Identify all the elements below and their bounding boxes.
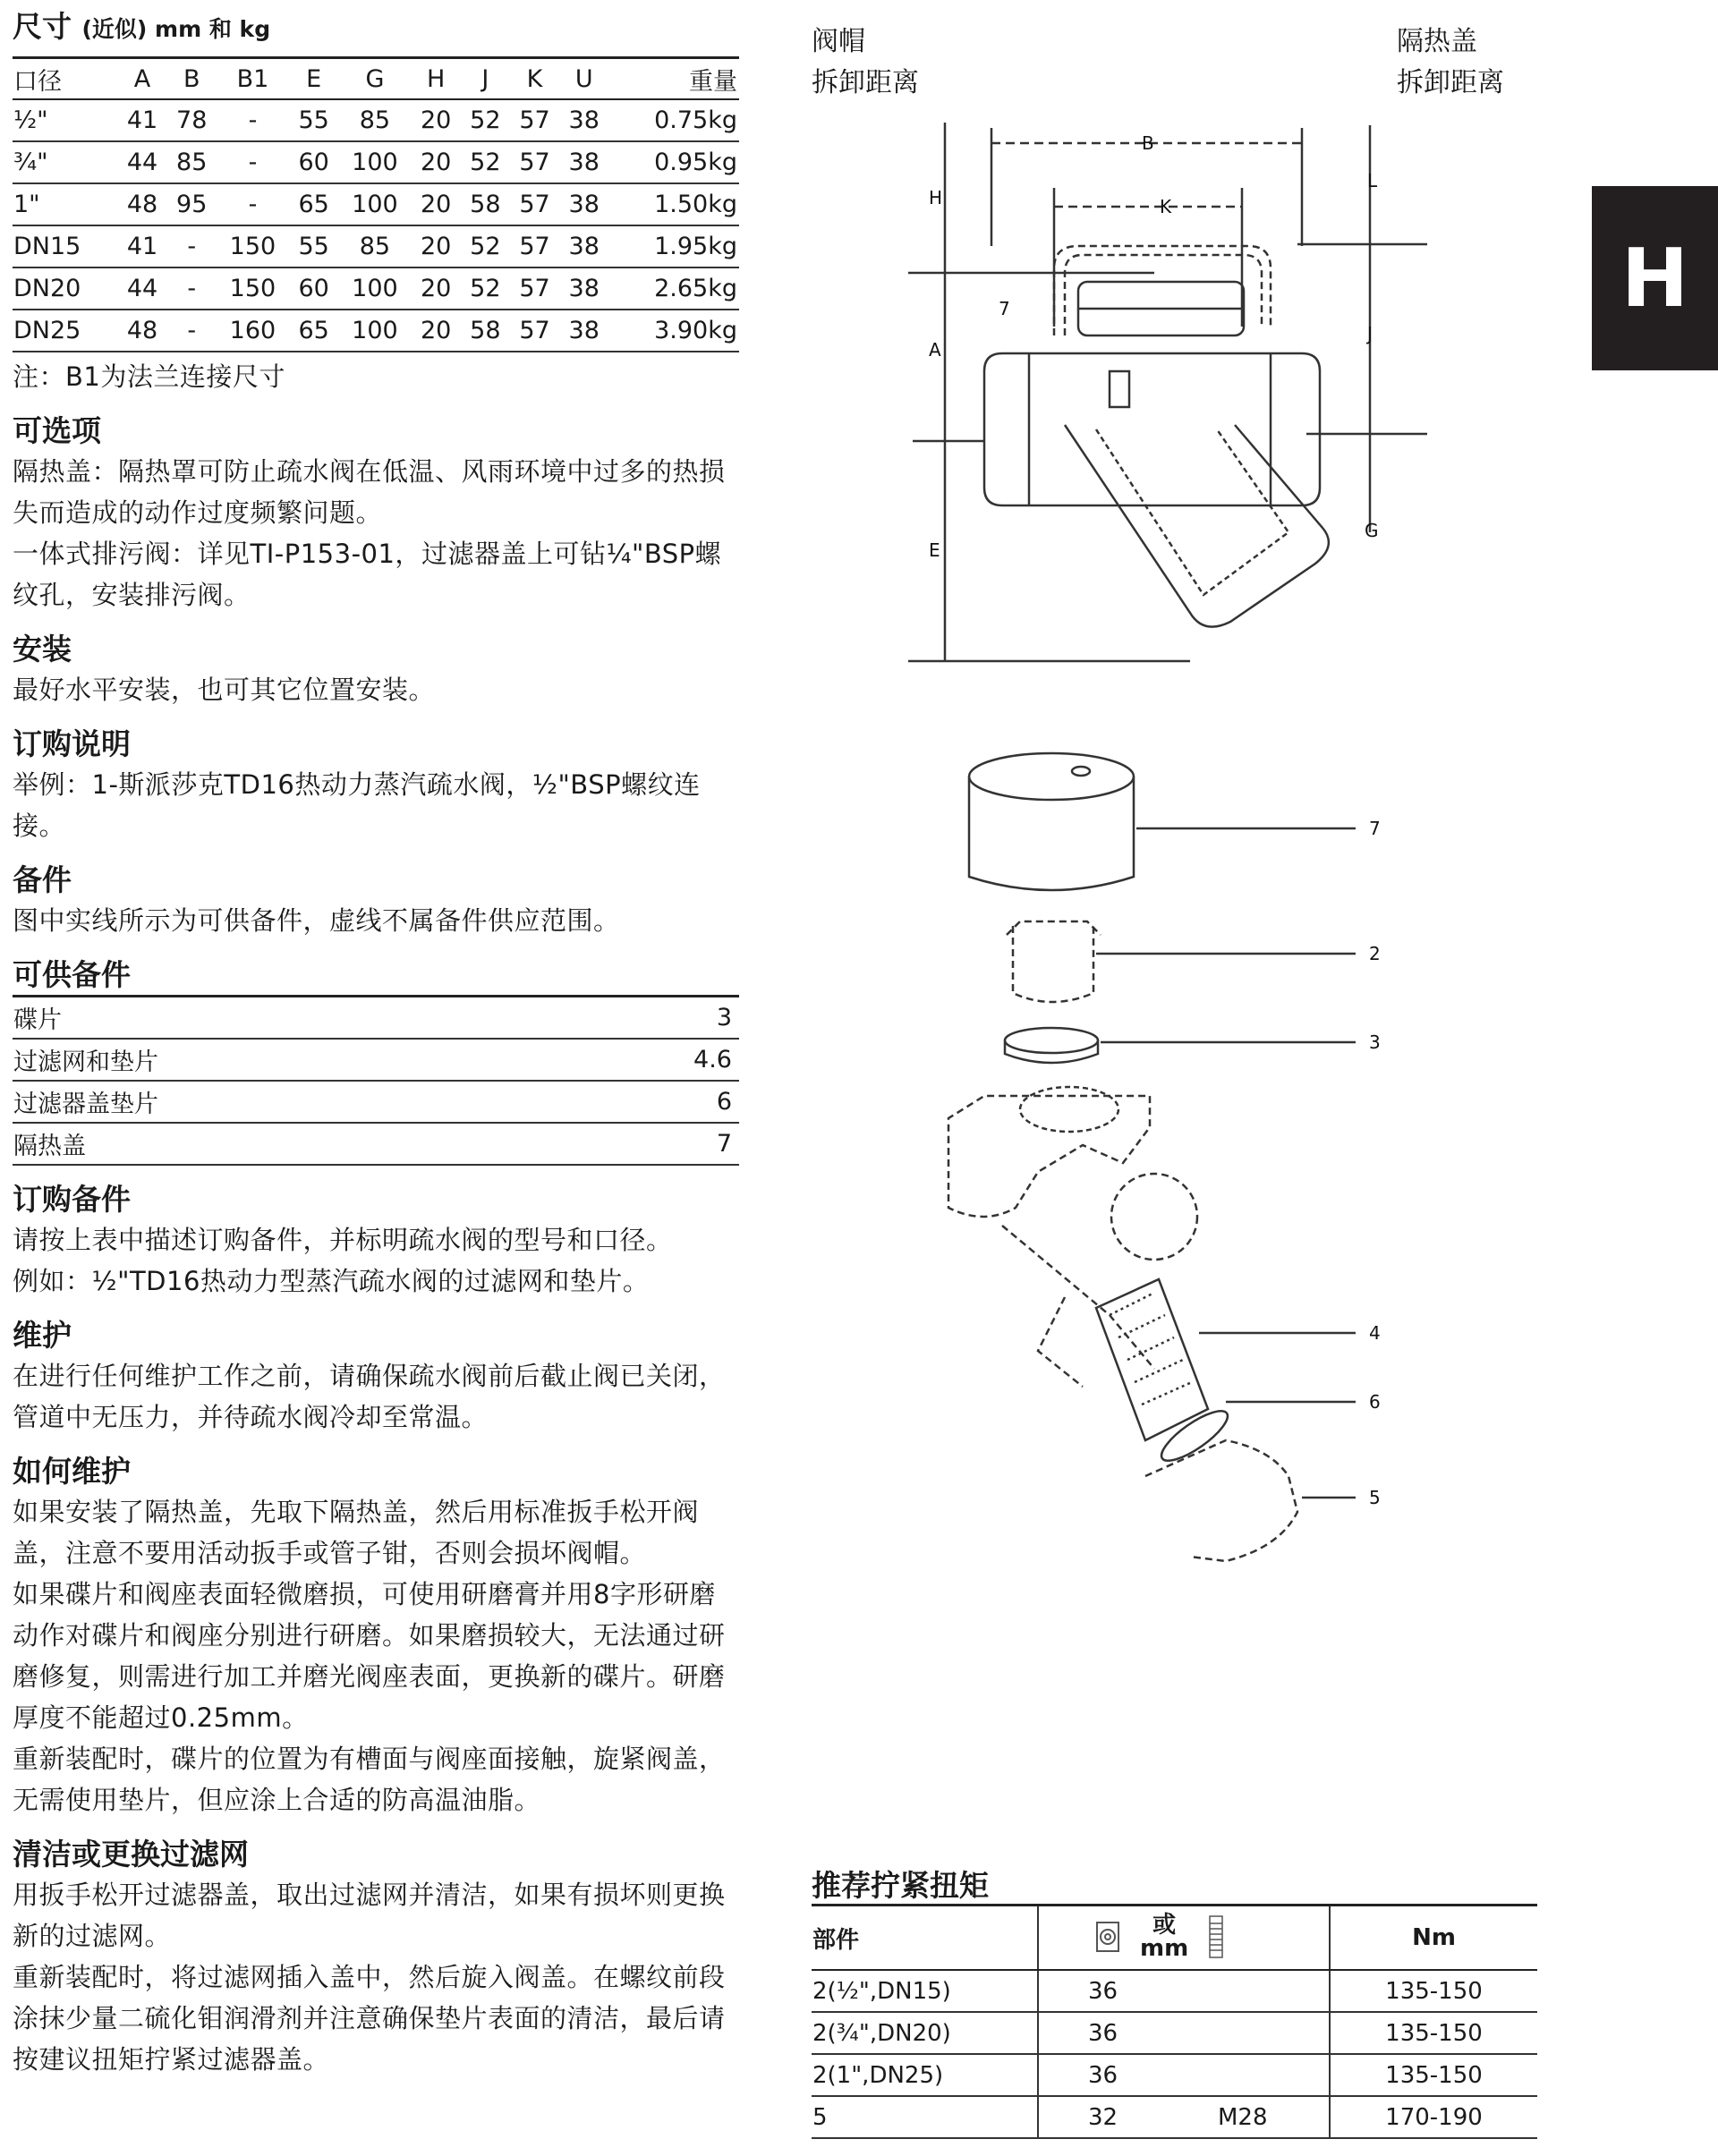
dimensions-cell: 48 [117,310,166,352]
body-port [1110,371,1129,407]
maintenance-title: 维护 [13,1318,72,1353]
cover-removal-label [1397,21,1504,104]
dimensions-cell: 57 [510,183,559,225]
spares-row [13,1123,739,1165]
ordering-title: 订购说明 [13,726,131,761]
cover-top [969,753,1134,800]
dimensions-cell: 60 [289,141,338,183]
options-title: 可选项 [13,413,101,448]
clean-p1: 用扳手松开过滤器盖，取出过滤网并清洁，如果有损坏则更换新的过滤网。 [13,1880,726,1951]
section-tab-h: H [1592,186,1718,370]
torque-body [812,1970,1537,2138]
dimensions-cell: 78 [167,99,217,141]
dimensions-cell: 1.95kg [608,225,739,267]
torque-or-mm [1140,1911,1189,1962]
torque-part: 2(1",DN25) [812,2054,1038,2096]
dimensions-cell: 38 [559,99,608,141]
dimensions-row [13,310,739,352]
label-part-2: 2 [1369,943,1381,964]
dimensions-title-sub: (近似) mm 和 kg [81,16,271,42]
label-j: J [1367,323,1373,344]
torque-part: 2(½",DN15) [812,1970,1038,2012]
dimensions-cell: 65 [289,183,338,225]
spares-info-p1: 图中实线所示为可供备件，虚线不属备件供应范围。 [13,905,620,936]
spares-number: 4.6 [565,1039,739,1081]
cap-dashed-top [1007,921,1101,935]
torque-header-nm: Nm [1330,1906,1537,1971]
order-spares-p2: 例如：½"TD16热动力型蒸汽疏水阀的过滤网和垫片。 [13,1266,650,1296]
dimensions-cell: 58 [461,183,510,225]
col-header: U [559,58,608,100]
dimensions-cell: 38 [559,267,608,310]
torque-size-cell [1038,2012,1330,2054]
dimensions-title [13,7,741,49]
disc-edge [1005,1040,1098,1063]
torque-title: 推荐拧紧扭矩 [812,1868,989,1903]
torque-thread: M28 [1218,2104,1268,2131]
torque-nm: 135-150 [1330,2012,1537,2054]
spares-row [13,1039,739,1081]
options-p2: 一体式排污阀：详见TI-P153-01，过滤器盖上可钻¼"BSP螺纹孔，安装排污阀。 [13,539,722,610]
spares-number: 7 [565,1123,739,1165]
dimensions-note: 注：B1为法兰连接尺寸 [13,361,285,392]
dimensions-cell: 3.90kg [608,310,739,352]
dimensions-cell: ¾" [13,141,117,183]
cap-label-line2: 拆卸距离 [812,67,919,98]
col-header: H [412,58,461,100]
dimensions-cell: 1" [13,183,117,225]
dimensions-cell: DN15 [13,225,117,267]
torque-header-part: 部件 [812,1906,1038,1971]
dimensions-row [13,267,739,310]
spares-info-title: 备件 [13,862,72,897]
dimensions-cell: 100 [338,267,411,310]
dimensions-cell: - [217,183,289,225]
dimensions-cell: 58 [461,310,510,352]
strainer-screen-part [1096,1279,1208,1440]
dimensions-cell: 2.65kg [608,267,739,310]
col-header: G [338,58,411,100]
dimensions-cell: - [167,267,217,310]
dimensions-cell: 150 [217,225,289,267]
disc [1005,1028,1098,1053]
order-spares-p1: 请按上表中描述订购备件，并标明疏水阀的型号和口径。 [13,1225,673,1255]
col-header: K [510,58,559,100]
spares-row [13,1081,739,1123]
how-to-p2: 如果碟片和阀座表面轻微磨损，可使用研磨膏并用8字形研磨动作对碟片和阀座分别进行研磨。如果磨损较大，无法通过研磨修复，则需进行加工并磨光阀座表面，更换新的碟片。研磨厚度不能超过0.25mm。 [13,1579,726,1733]
label-part-4: 4 [1369,1322,1381,1344]
dimensions-cell: 38 [559,225,608,267]
hex-nut-icon [1093,1917,1122,1957]
dimensions-row [13,141,739,183]
dimensions-cell: 20 [412,310,461,352]
label-part-7: 7 [1369,818,1381,839]
dimensions-cell: 85 [338,99,411,141]
dimensions-cell: 38 [559,141,608,183]
spares-number: 3 [565,997,739,1040]
dimensions-cell: - [217,141,289,183]
label-part-3: 3 [1369,1031,1381,1053]
spares-part: 过滤网和垫片 [13,1039,565,1081]
dimensions-title-text: 尺寸 [13,9,72,44]
dimensions-cell: 0.95kg [608,141,739,183]
label-g: G [1365,520,1379,541]
cover-label-line1: 隔热盖 [1397,26,1477,57]
insulation-cover-outline-inner [1065,255,1262,335]
torque-size-cell [1038,1970,1330,2012]
spares-row [13,997,739,1040]
insulation-cover-outline [1054,246,1271,335]
torque-nm: 170-190 [1330,2096,1537,2138]
body-dashed-lower [1002,1226,1154,1387]
col-header: A [117,58,166,100]
options-p1: 隔热盖：隔热罩可防止疏水阀在低温、风雨环境中过多的热损失而造成的动作过度频繁问题。 [13,456,726,528]
torque-size: 32 [1088,2104,1118,2131]
dimensions-cell: 57 [510,310,559,352]
label-part-5: 5 [1369,1487,1381,1508]
dimensions-cell: 48 [117,183,166,225]
col-header: J [461,58,510,100]
clean-p2: 重新装配时，将过滤网插入盖中，然后旋入阀盖。在螺纹前段涂抹少量二硫化钼润滑剂并注意确保垫片表面的清洁，最后请按建议扭矩拧紧过滤器盖。 [13,1962,726,2075]
dimensions-cell: 20 [412,225,461,267]
dimensions-cell: 44 [117,141,166,183]
dimensions-cell: 55 [289,225,338,267]
dimensions-cell: 20 [412,267,461,310]
dimension-diagram [895,112,1450,675]
install-title: 安装 [13,632,72,666]
torque-header-row [812,1906,1537,1971]
dimensions-cell: 44 [117,267,166,310]
torque-row [812,2012,1537,2054]
spares-body [13,997,739,1166]
torque-row [812,1970,1537,2012]
dimensions-cell: 52 [461,225,510,267]
dimensions-header-row [13,58,739,100]
dimensions-row [13,225,739,267]
dimensions-cell: 20 [412,183,461,225]
how-to-p1: 如果安装了隔热盖，先取下隔热盖，然后用标准扳手松开阀盖，注意不要用活动扳手或管子钳，否则会损坏阀帽。 [13,1497,700,1568]
dimensions-cell: 1.50kg [608,183,739,225]
torque-or: 或 [1152,1911,1177,1939]
torque-table [812,1904,1537,2139]
cap-dashed-body [1013,926,1093,1002]
left-column [13,7,741,2080]
torque-size: 36 [1088,2020,1118,2047]
torque-row [812,2096,1537,2138]
dimensions-cell: 20 [412,99,461,141]
dimensions-cell: 57 [510,99,559,141]
dimensions-cell: 100 [338,310,411,352]
dimensions-cell: 150 [217,267,289,310]
strainer-leg [1065,425,1329,627]
dimensions-cell: 0.75kg [608,99,739,141]
dimensions-cell: 57 [510,141,559,183]
dimensions-cell: 95 [167,183,217,225]
dimensions-cell: 85 [167,141,217,183]
torque-size-cell [1038,2096,1330,2138]
torque-row [812,2054,1537,2096]
dimensions-cell: DN20 [13,267,117,310]
available-spares-title: 可供备件 [13,957,131,992]
label-a: A [929,339,941,361]
gasket [1155,1403,1234,1468]
dimensions-cell: DN25 [13,310,117,352]
torque-header-size [1038,1906,1330,1971]
body-thread-top [1020,1087,1118,1132]
dimensions-cell: ½" [13,99,117,141]
dimensions-cell: 38 [559,310,608,352]
dimensions-cell: 65 [289,310,338,352]
label-b: B [1142,132,1154,154]
dimensions-cell: 41 [117,225,166,267]
label-part-6: 6 [1369,1391,1381,1413]
col-header: 口径 [13,58,117,100]
col-header: E [289,58,338,100]
exploded-view [931,743,1432,1566]
dimensions-cell: 60 [289,267,338,310]
dimensions-row [13,99,739,141]
torque-part: 5 [812,2096,1038,2138]
dimensions-cell: 52 [461,267,510,310]
dimensions-cell: 57 [510,267,559,310]
spares-number: 6 [565,1081,739,1123]
torque-size: 36 [1088,2062,1118,2089]
torque-size-cell [1038,2054,1330,2096]
dimensions-cell: 57 [510,225,559,267]
thread-icon [1206,1914,1226,1959]
col-header: B [167,58,217,100]
dimensions-cell: 41 [117,99,166,141]
clean-title: 清洁或更换过滤网 [13,1837,249,1872]
spares-part: 隔热盖 [13,1123,565,1165]
dimensions-cell: 100 [338,183,411,225]
dimensions-cell: 100 [338,141,411,183]
col-header: B1 [217,58,289,100]
dimensions-cell: - [217,99,289,141]
cover-label-line2: 拆卸距离 [1397,67,1504,98]
order-spares-title: 订购备件 [13,1182,131,1217]
maintenance-p1: 在进行任何维护工作之前，请确保疏水阀前后截止阀已关闭，管道中无压力，并待疏水阀冷却至常温。 [13,1361,726,1432]
dimensions-cell: 160 [217,310,289,352]
install-p1: 最好水平安装，也可其它位置安装。 [13,675,436,705]
dimensions-cell: - [167,310,217,352]
strainer-mesh [1110,1293,1192,1405]
torque-size: 36 [1088,1978,1118,2005]
dimensions-cell: 52 [461,141,510,183]
cover-knob [1072,767,1090,776]
cap-removal-label [812,21,919,104]
cap-label-line1: 阀帽 [812,26,865,57]
spares-part: 碟片 [13,997,565,1040]
strainer-cap [1145,1440,1297,1561]
label-h: H [929,187,943,208]
body-port-circle [1111,1174,1197,1260]
dimensions-body [13,99,739,352]
dimensions-cell: 38 [559,183,608,225]
dimensions-cell: 55 [289,99,338,141]
torque-part: 2(¾",DN20) [812,2012,1038,2054]
dimensions-cell: 20 [412,141,461,183]
ordering-p1: 举例：1-斯派莎克TD16热动力蒸汽疏水阀，½"BSP螺纹连接。 [13,769,701,841]
label-l: L [1367,170,1378,191]
label-k: K [1160,196,1172,217]
how-to-p3: 重新装配时，碟片的位置为有槽面与阀座面接触，旋紧阀盖，无需使用垫片，但应涂上合适的防高温油脂。 [13,1744,726,1815]
dimensions-row [13,183,739,225]
torque-mm: mm [1140,1934,1189,1962]
label-e: E [929,539,940,561]
dimensions-cell: 52 [461,99,510,141]
label-7: 7 [999,298,1010,319]
torque-nm: 135-150 [1330,1970,1537,2012]
col-header: 重量 [608,58,739,100]
dimensions-cell: 85 [338,225,411,267]
spares-part: 过滤器盖垫片 [13,1081,565,1123]
dimensions-table [13,56,739,352]
how-to-title: 如何维护 [13,1454,131,1489]
torque-nm: 135-150 [1330,2054,1537,2096]
available-spares-table [13,995,739,1166]
body-dashed-upper [948,1096,1150,1217]
dimensions-cell: - [167,225,217,267]
